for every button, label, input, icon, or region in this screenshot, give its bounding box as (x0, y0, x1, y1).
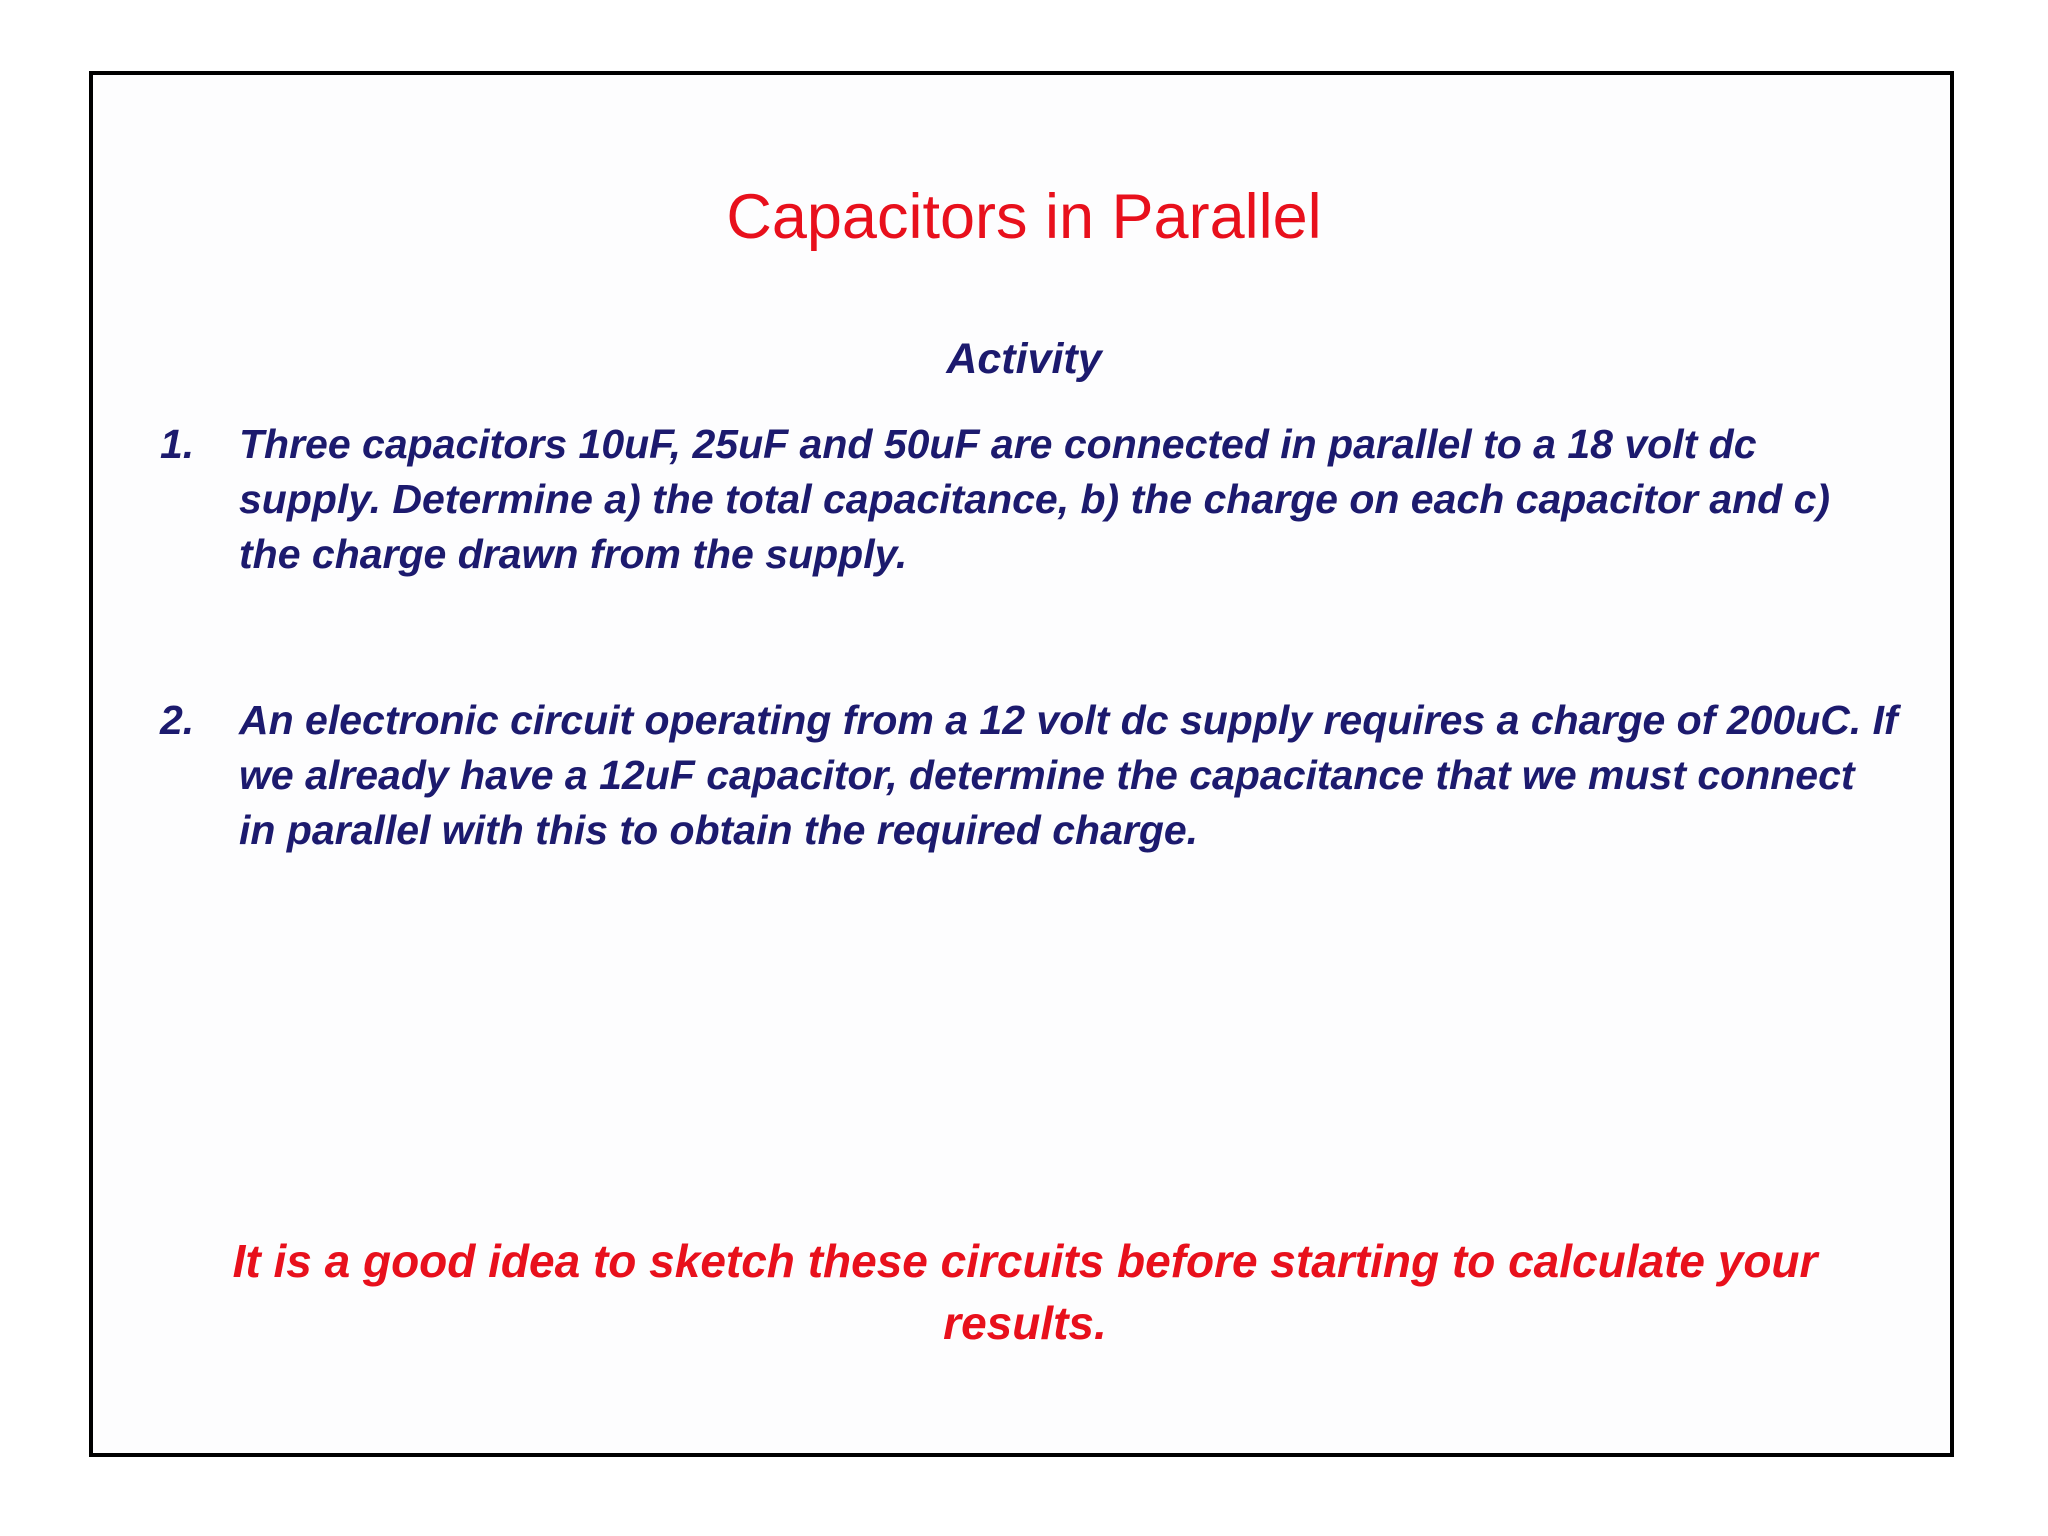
question-1 (160, 417, 1900, 582)
activity-heading: Activity (946, 335, 1102, 383)
slide-title: Capacitors in Parallel (726, 182, 1322, 252)
question-1-number: 1. (160, 421, 195, 467)
question-2-text: An electronic circuit operating from a 12 volt dc supply requires a charge of 200uC. If we already have a 12uF capacitor, determine the capacitance that we must connect in parallel with this to obtain the required charge. (239, 697, 1898, 853)
question-1-text: Three capacitors 10uF, 25uF and 50uF are connected in parallel to a 18 volt dc supply. Determine a) the total capacitance, b) the charge on each capacitor and c) the charge drawn from the supply. (239, 421, 1831, 577)
question-2 (160, 693, 1900, 858)
question-2-number: 2. (160, 697, 195, 743)
sketch-hint: It is a good idea to sketch these circuits before starting to calculate your results. (232, 1235, 1818, 1349)
